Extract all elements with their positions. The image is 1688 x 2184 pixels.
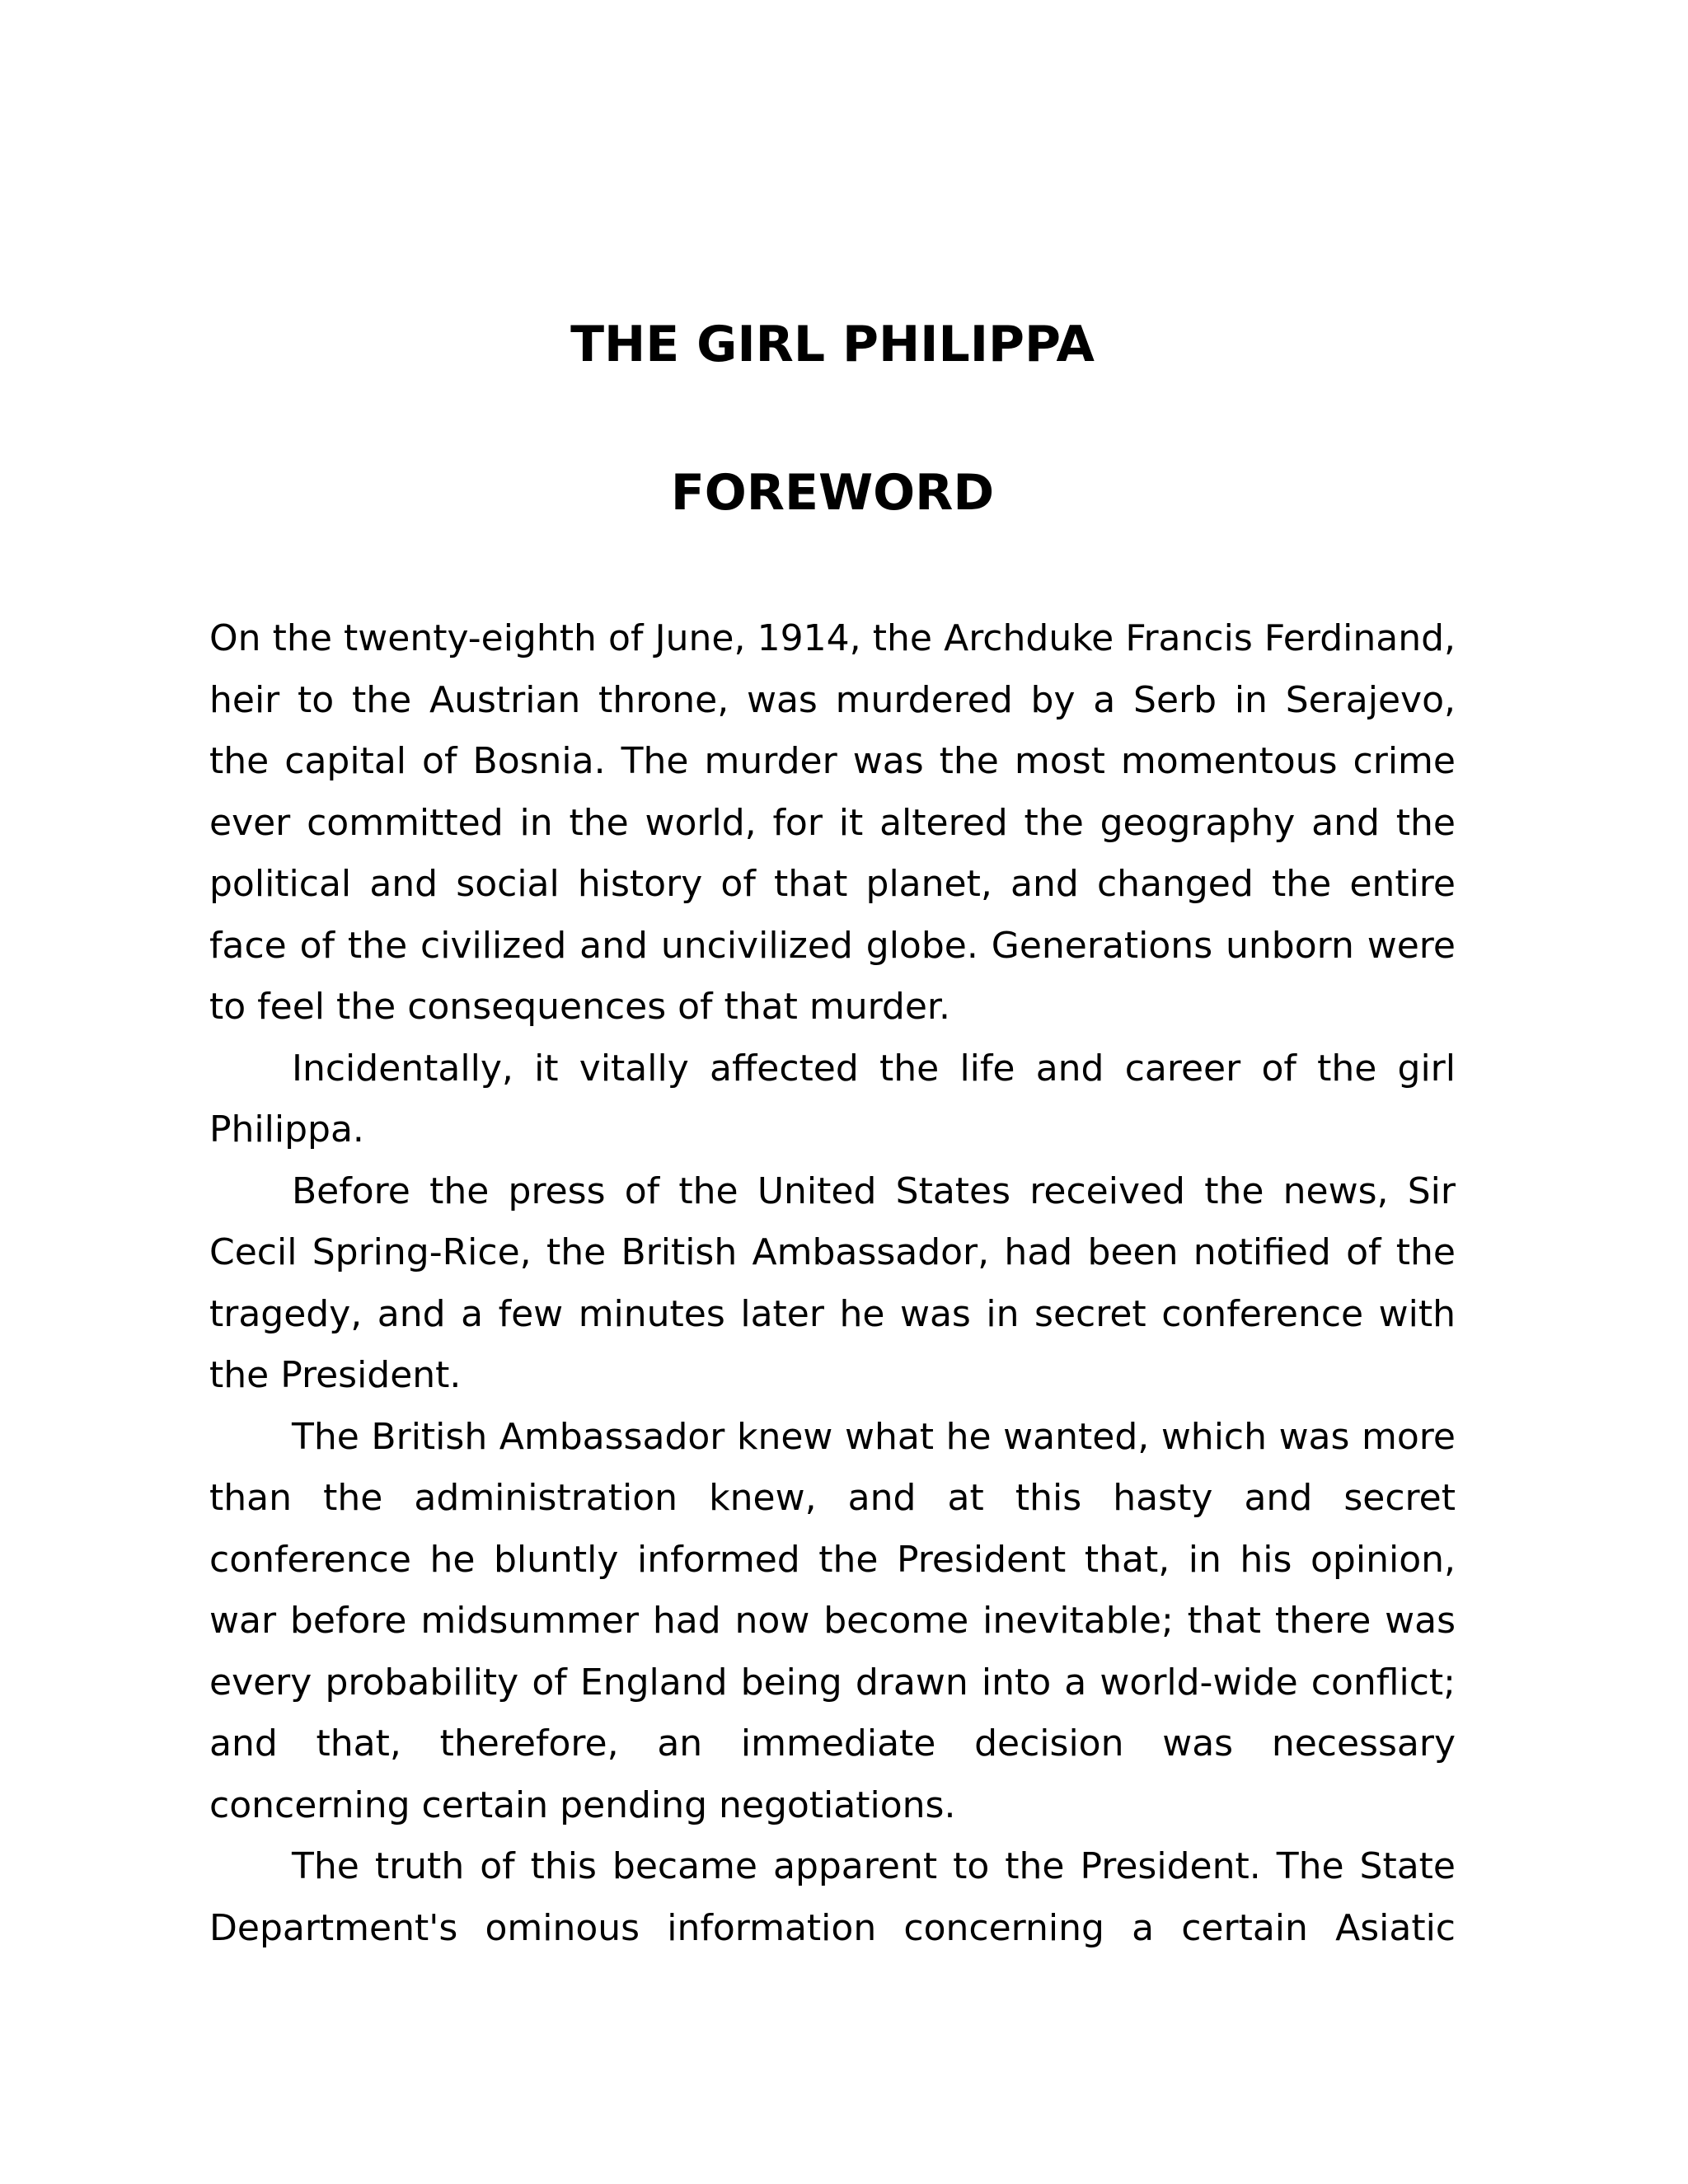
paragraph: Before the press of the United States received the news, Sir Cecil Spring-Rice, the British Ambassador, had been notified of the tragedy, and a few minutes later he was in secret conference with the President. [209, 1169, 1456, 1396]
book-title: THE GIRL PHILIPPA [570, 316, 1095, 373]
body-text [209, 608, 1456, 1959]
paragraph: The British Ambassador knew what he wanted, which was more than the administration knew, and at this hasty and secret conference he bluntly informed the President that, in his opinion, war before midsummer had now become inevitable; that there was every probability of England being drawn into a world-wide conflict; and that, therefore, an immediate decision was necessary concerning certain pending negotiations. [209, 1415, 1456, 1826]
paragraph: On the twenty-eighth of June, 1914, the Archduke Francis Ferdinand, heir to the Austrian throne, was murdered by a Serb in Serajevo, the capital of Bosnia. The murder was the most momentous crime ever committed in the world, for it altered the geography and the political and social history of that planet, and changed the entire face of the civilized and uncivilized globe. Generations unborn were to feel the consequences of that murder. [209, 617, 1456, 1028]
paragraph: Incidentally, it vitally affected the life and career of the girl Philippa. [209, 1047, 1456, 1151]
section-heading: FOREWORD [670, 464, 995, 522]
paragraph: The truth of this became apparent to the President. The State Department's ominous information concerning a certain Asiatic [209, 1845, 1456, 1949]
